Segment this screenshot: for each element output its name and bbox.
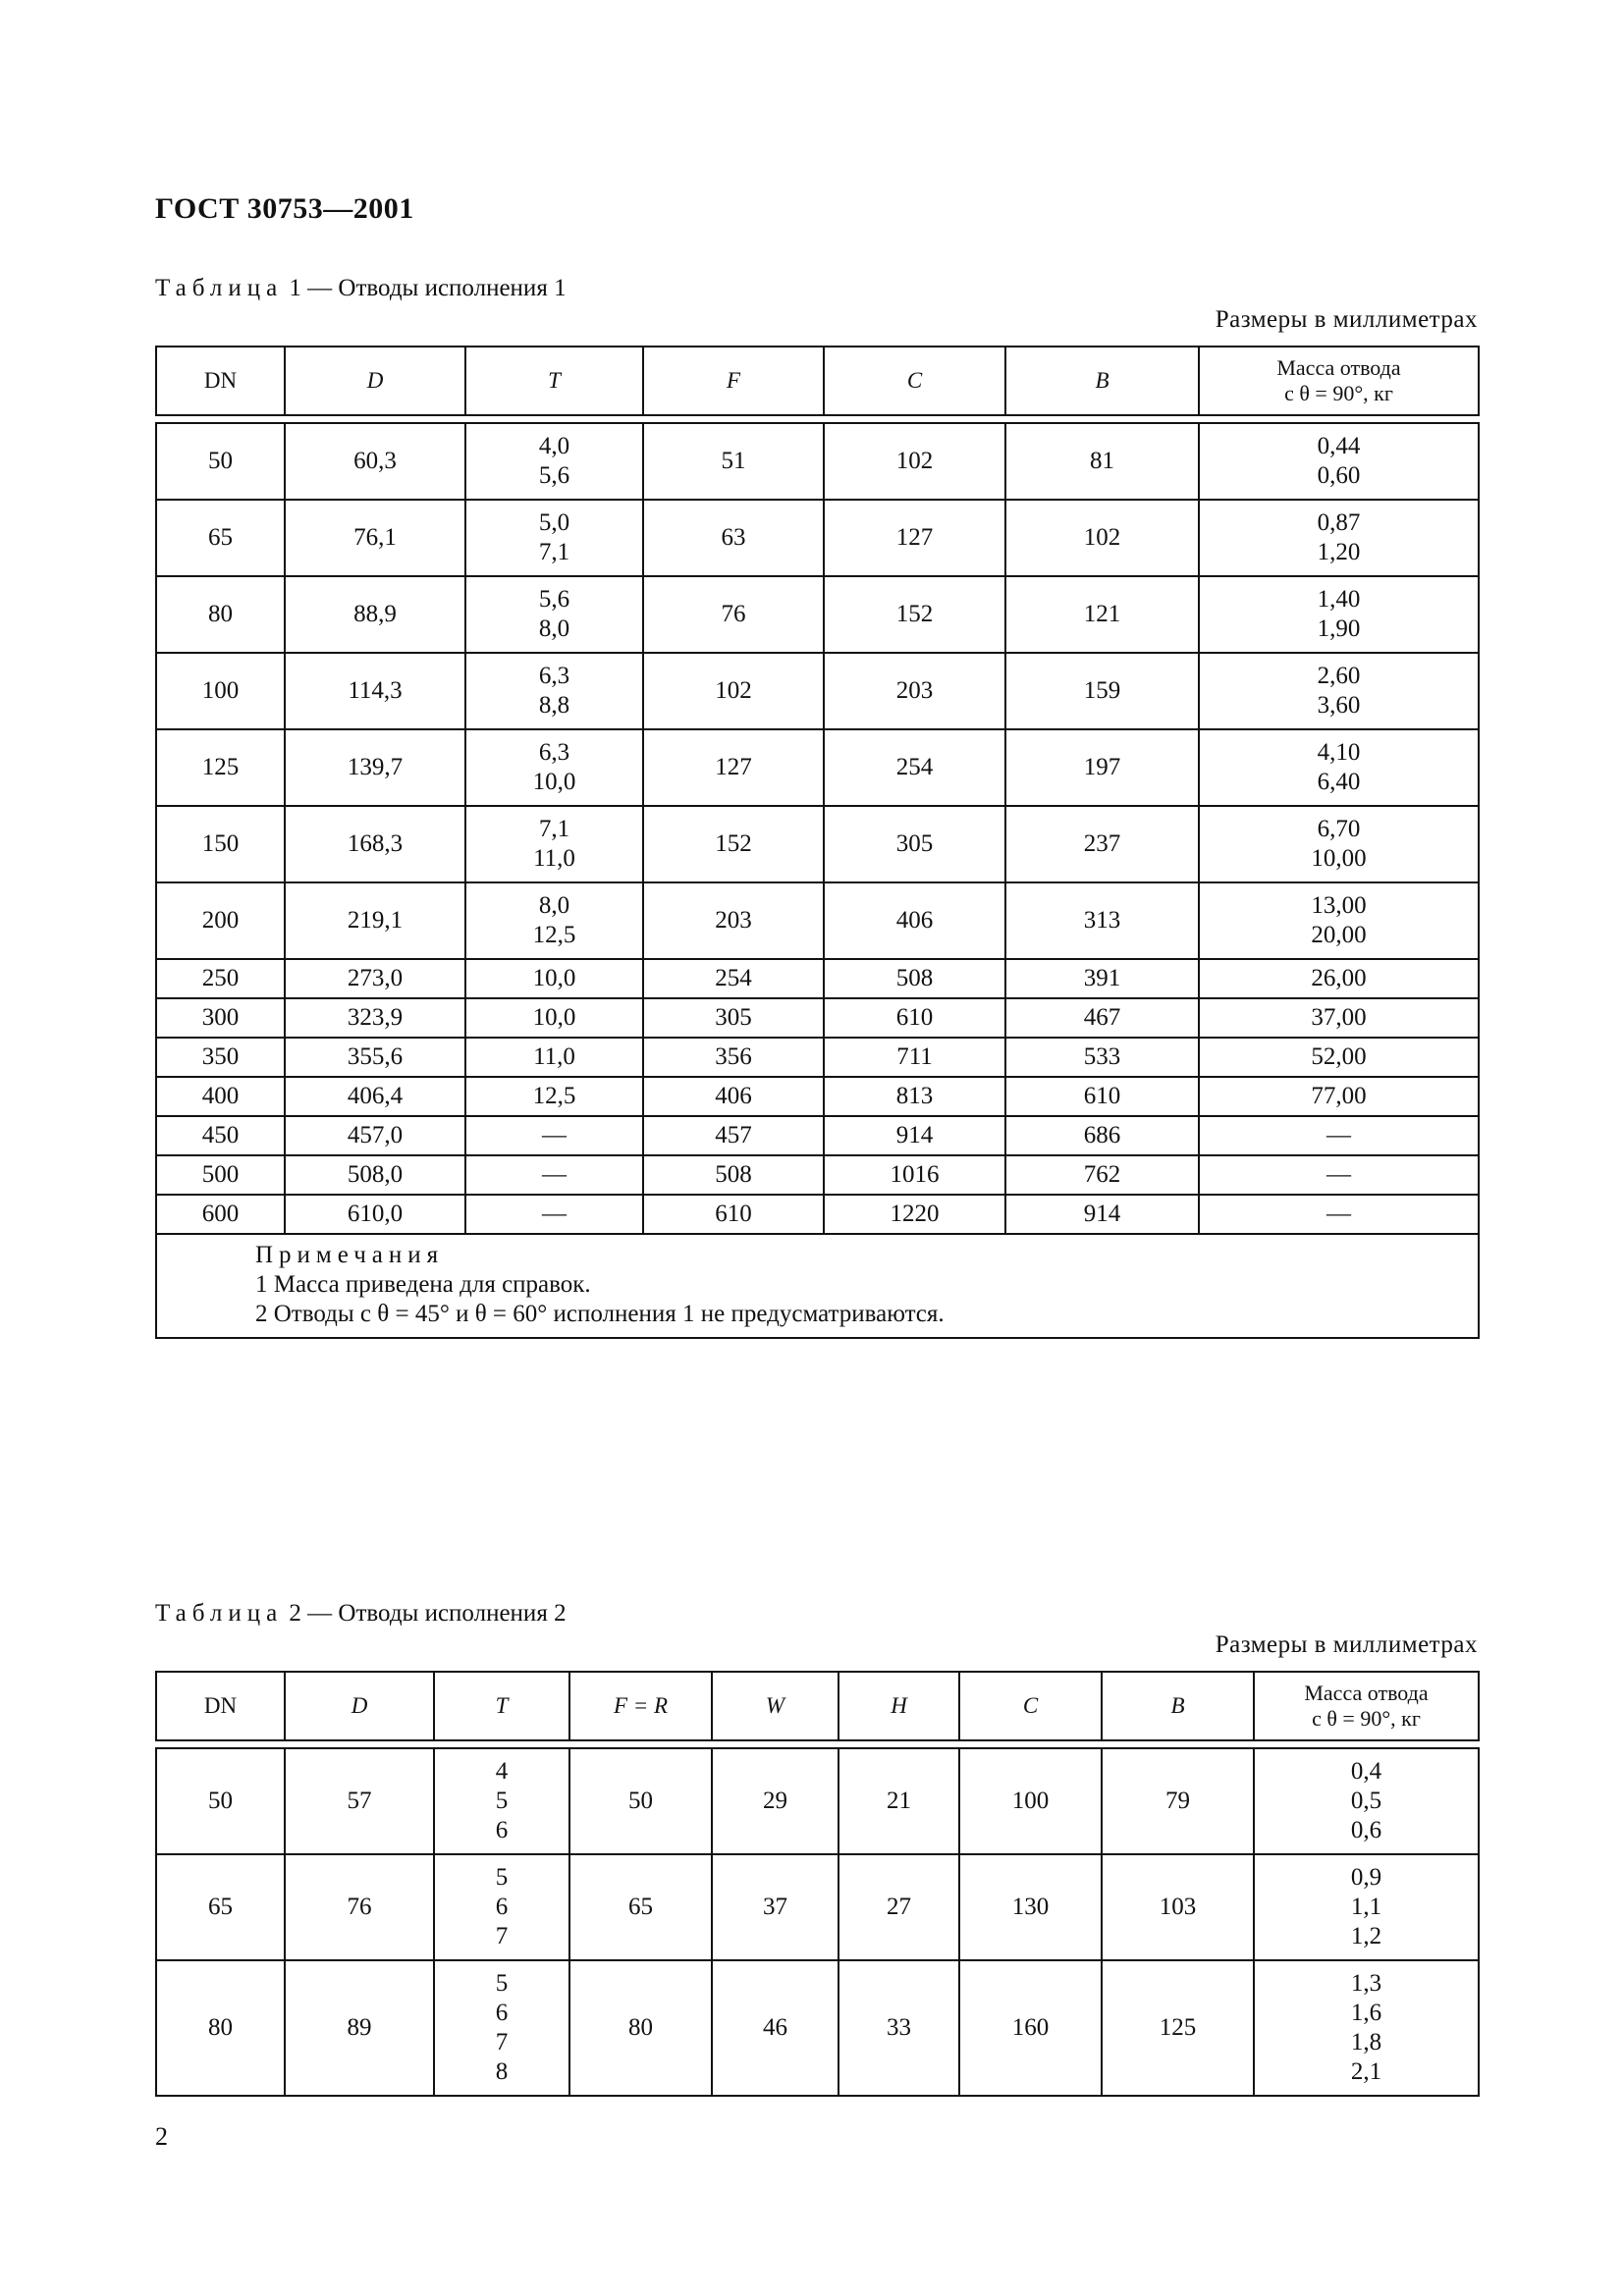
table1-cell-t-line: — [542, 1161, 567, 1188]
table2-cell-t-line: 5 [495, 1864, 509, 1891]
table2-cell-c: 100 [959, 1748, 1102, 1854]
table2-cell-m-line: 1,6 [1350, 2000, 1382, 2026]
table1-cell-f: 203 [643, 882, 824, 959]
table1-cell-t [465, 806, 643, 882]
table1-header-mass [1199, 347, 1479, 415]
table2-cell-c: 130 [959, 1854, 1102, 1960]
table2-cell-t-line: 6 [495, 1894, 509, 1920]
table1-header-dn: DN [156, 347, 285, 415]
table1-cell-c: 610 [824, 998, 1005, 1038]
table1-cell-m-line: 1,20 [1317, 539, 1361, 565]
table1-header-f: F [643, 347, 824, 415]
table1-row [156, 500, 1479, 576]
table2-cell-w: 29 [712, 1748, 839, 1854]
table1-cell-d: 508,0 [285, 1155, 465, 1195]
table2-header-w: W [712, 1672, 839, 1740]
table1-cell-m-line: 4,10 [1317, 739, 1361, 766]
table1-cell-t [465, 653, 643, 729]
table2-cell-h: 33 [839, 1960, 959, 2096]
table1-cell-b: 533 [1005, 1038, 1199, 1077]
table1-cell-t-line: 10,0 [532, 1004, 576, 1031]
table2-cell-m-line: 0,9 [1350, 1864, 1382, 1891]
table2-cell-b: 125 [1102, 1960, 1254, 2096]
table1-cell-t-line: 5,6 [538, 462, 570, 489]
page-number: 2 [155, 2122, 168, 2151]
table1-cell-d: 457,0 [285, 1116, 465, 1155]
table1-header-d: D [285, 347, 465, 415]
table1-cell-dn: 80 [156, 576, 285, 653]
table1-cell-t [465, 1077, 643, 1116]
table1-row [156, 1155, 1479, 1195]
table2-cell-t [434, 1748, 569, 1854]
table1-cell-m [1199, 729, 1479, 806]
table2-cell-t-line: 6 [495, 2000, 509, 2026]
table2-cell-m-line: 1,3 [1350, 1970, 1382, 1997]
table1-row [156, 1116, 1479, 1155]
table1-cell-t-line: 7,1 [538, 539, 570, 565]
table2-header-fr: F = R [569, 1672, 712, 1740]
table1-cell-dn: 150 [156, 806, 285, 882]
table1-header-row [156, 347, 1479, 415]
table1-cell-dn: 100 [156, 653, 285, 729]
table1-cell-t [465, 998, 643, 1038]
table2-row [156, 1748, 1479, 1854]
table1-cell-d: 139,7 [285, 729, 465, 806]
table1-cell-m-line: 1,40 [1317, 586, 1361, 613]
table2-header-c: C [959, 1672, 1102, 1740]
table1-cell-t-line: — [542, 1201, 567, 1227]
table1-cell-t-line: 8,0 [538, 615, 570, 642]
table1-cell-c: 305 [824, 806, 1005, 882]
table2-cell-dn: 65 [156, 1854, 285, 1960]
table2-cell-w: 37 [712, 1854, 839, 1960]
table1-cell-m [1199, 576, 1479, 653]
table1-cell-t-line: 6,3 [538, 663, 570, 689]
table1-cell-c: 127 [824, 500, 1005, 576]
table1-cell-c: 914 [824, 1116, 1005, 1155]
table1-cell-b: 686 [1005, 1116, 1199, 1155]
table1-cell-f: 63 [643, 500, 824, 576]
table1-row [156, 729, 1479, 806]
table1-cell-t-line: 5,6 [538, 586, 570, 613]
document-code: ГОСТ 30753—2001 [155, 192, 414, 225]
table1-cell-dn: 400 [156, 1077, 285, 1116]
table1-cell-dn: 65 [156, 500, 285, 576]
table1-header-c: C [824, 347, 1005, 415]
table1-cell-m [1199, 1038, 1479, 1077]
table2-cell-m-line: 0,5 [1350, 1788, 1382, 1814]
table2-cell-t-line: 5 [495, 1970, 509, 1997]
table1-cell-t [465, 729, 643, 806]
table1-cell-t [465, 1155, 643, 1195]
table1-cell-c: 1220 [824, 1195, 1005, 1234]
table2-cell-d: 76 [285, 1854, 434, 1960]
table2-cell-h: 27 [839, 1854, 959, 1960]
table1-cell-t [465, 576, 643, 653]
table1-cell-dn: 50 [156, 423, 285, 500]
table1-cell-b: 102 [1005, 500, 1199, 576]
table2-cell-m-line: 1,1 [1350, 1894, 1382, 1920]
table1-cell-m [1199, 653, 1479, 729]
table1-cell-f: 152 [643, 806, 824, 882]
table1-cell-t-line: 5,0 [538, 509, 570, 536]
table1-row [156, 1195, 1479, 1234]
table2-cell-t-line: 7 [495, 2029, 509, 2056]
table2-cell-m-line: 1,2 [1350, 1923, 1382, 1949]
table1-cell-m-line: 1,90 [1317, 615, 1361, 642]
table1-notes [156, 1234, 1479, 1338]
table2-cell-d: 57 [285, 1748, 434, 1854]
table1-cell-d: 610,0 [285, 1195, 465, 1234]
table1-cell-f: 102 [643, 653, 824, 729]
table1-cell-c: 1016 [824, 1155, 1005, 1195]
table1-cell-d: 76,1 [285, 500, 465, 576]
table1-cell-dn: 500 [156, 1155, 285, 1195]
table2-cell-fr: 65 [569, 1854, 712, 1960]
table2-caption-text: 2 — Отводы исполнения 2 [283, 1600, 567, 1627]
table1-notes-title: Примечания [255, 1242, 445, 1268]
table1-cell-c: 406 [824, 882, 1005, 959]
table1-cell-f: 610 [643, 1195, 824, 1234]
table2-cell-m [1254, 1748, 1479, 1854]
table1-cell-m [1199, 959, 1479, 998]
table1-cell-m-line: 13,00 [1311, 892, 1367, 919]
table1-cell-m-line: 6,70 [1317, 816, 1361, 842]
table1-cell-b: 197 [1005, 729, 1199, 806]
table2-cell-fr: 50 [569, 1748, 712, 1854]
table1-cell-m-line: 37,00 [1311, 1004, 1367, 1031]
table1-cell-m-line: 0,60 [1317, 462, 1361, 489]
table1-cell-m-line: 3,60 [1317, 692, 1361, 719]
table2-cell-t-line: 4 [495, 1758, 509, 1785]
table1-cell-m-line: 52,00 [1311, 1043, 1367, 1070]
table1-cell-m [1199, 806, 1479, 882]
table1-cell-m-line: — [1326, 1122, 1351, 1148]
table2-header-t: T [434, 1672, 569, 1740]
table2-cell-w: 46 [712, 1960, 839, 2096]
table1-cell-dn: 350 [156, 1038, 285, 1077]
table1-cell-d: 355,6 [285, 1038, 465, 1077]
table2-cell-dn: 80 [156, 1960, 285, 2096]
table2-units: Размеры в миллиметрах [1215, 1631, 1478, 1658]
table1-cell-dn: 250 [156, 959, 285, 998]
table2-cell-t-line: 5 [495, 1788, 509, 1814]
table1-cell-t [465, 959, 643, 998]
table1-cell-f: 356 [643, 1038, 824, 1077]
table1-cell-c: 152 [824, 576, 1005, 653]
table1-cell-c: 508 [824, 959, 1005, 998]
table1-cell-m-line: 0,87 [1317, 509, 1361, 536]
table1-row [156, 1077, 1479, 1116]
table1-cell-m [1199, 1077, 1479, 1116]
table2-cell-b: 79 [1102, 1748, 1254, 1854]
table1-cell-t-line: 10,0 [532, 769, 576, 795]
table2-cell-dn: 50 [156, 1748, 285, 1854]
table1-row [156, 806, 1479, 882]
table2-header-b: B [1102, 1672, 1254, 1740]
table1-cell-b: 467 [1005, 998, 1199, 1038]
table2-cell-t [434, 1854, 569, 1960]
table1-cell-t-line: 8,8 [538, 692, 570, 719]
table1-header-mass-line1: Масса отвода [1276, 355, 1401, 380]
table2-cell-m-line: 0,6 [1350, 1817, 1382, 1843]
table2-header-row [156, 1672, 1479, 1740]
table1-header-t: T [465, 347, 643, 415]
table1-cell-d: 168,3 [285, 806, 465, 882]
table1-cell-m [1199, 1155, 1479, 1195]
table1-cell-t-line: 4,0 [538, 433, 570, 459]
table1-cell-t-line: 11,0 [533, 1043, 575, 1070]
table1-cell-m-line: — [1326, 1161, 1351, 1188]
table1-cell-m [1199, 423, 1479, 500]
table1-cell-m-line: 26,00 [1311, 965, 1367, 991]
table2-cell-t-line: 8 [495, 2058, 509, 2085]
table1-cell-b: 237 [1005, 806, 1199, 882]
table1-cell-m-line: 10,00 [1311, 845, 1367, 872]
table1-cell-t [465, 1195, 643, 1234]
table1-cell-b: 762 [1005, 1155, 1199, 1195]
table2-cell-m [1254, 1960, 1479, 2096]
table1-cell-c: 203 [824, 653, 1005, 729]
table1-cell-b: 313 [1005, 882, 1199, 959]
table1-cell-c: 102 [824, 423, 1005, 500]
table1-caption-text: 1 — Отводы исполнения 1 [283, 275, 567, 301]
table1-caption [155, 275, 567, 302]
table2-cell-t-line: 7 [495, 1923, 509, 1949]
table1 [155, 346, 1480, 1339]
table1-row [156, 576, 1479, 653]
table2-cell-t-line: 6 [495, 1817, 509, 1843]
table1-cell-m-line: 6,40 [1317, 769, 1361, 795]
table1-cell-t-line: 12,5 [532, 922, 576, 948]
table2-cell-b: 103 [1102, 1854, 1254, 1960]
table2-cell-m-line: 0,4 [1350, 1758, 1382, 1785]
table1-cell-t-line: 8,0 [538, 892, 570, 919]
table1-cell-d: 219,1 [285, 882, 465, 959]
table1-caption-word: Таблица [155, 275, 284, 301]
table2-row [156, 1960, 1479, 2096]
table1-cell-m [1199, 1195, 1479, 1234]
table2-cell-m [1254, 1854, 1479, 1960]
table1-cell-dn: 200 [156, 882, 285, 959]
table2-caption-word: Таблица [155, 1600, 284, 1627]
table1-cell-t-line: 12,5 [532, 1083, 576, 1109]
table1-cell-t [465, 423, 643, 500]
table1-cell-f: 127 [643, 729, 824, 806]
table2-header-d: D [285, 1672, 434, 1740]
table1-cell-t-line: 7,1 [538, 816, 570, 842]
table2-header-mass-line2: с θ = 90°, кг [1312, 1706, 1421, 1731]
table1-cell-b: 610 [1005, 1077, 1199, 1116]
table2-header-mass [1254, 1672, 1479, 1740]
table1-cell-d: 88,9 [285, 576, 465, 653]
table2-cell-fr: 80 [569, 1960, 712, 2096]
table1-cell-d: 323,9 [285, 998, 465, 1038]
table1-cell-b: 121 [1005, 576, 1199, 653]
table1-note-2: 2 Отводы с θ = 45° и θ = 60° исполнения 1 не предусматриваются. [255, 1301, 945, 1327]
table1-cell-m-line: 20,00 [1311, 922, 1367, 948]
table1-cell-m [1199, 500, 1479, 576]
table1-cell-f: 254 [643, 959, 824, 998]
table1-cell-f: 508 [643, 1155, 824, 1195]
table1-cell-d: 60,3 [285, 423, 465, 500]
table2 [155, 1671, 1480, 2097]
table1-cell-t-line: — [542, 1122, 567, 1148]
table1-cell-m [1199, 882, 1479, 959]
table1-row [156, 1038, 1479, 1077]
table1-row [156, 882, 1479, 959]
table1-cell-m [1199, 998, 1479, 1038]
table2-cell-h: 21 [839, 1748, 959, 1854]
table1-cell-m-line: 0,44 [1317, 433, 1361, 459]
table1-cell-t [465, 1116, 643, 1155]
table1-cell-f: 406 [643, 1077, 824, 1116]
table2-caption [155, 1600, 567, 1628]
table1-row [156, 423, 1479, 500]
table2-cell-t [434, 1960, 569, 2096]
table1-cell-dn: 450 [156, 1116, 285, 1155]
table2-cell-d: 89 [285, 1960, 434, 2096]
table1-cell-m [1199, 1116, 1479, 1155]
table1-cell-t [465, 882, 643, 959]
table1-cell-c: 711 [824, 1038, 1005, 1077]
table1-cell-d: 406,4 [285, 1077, 465, 1116]
table1-cell-b: 914 [1005, 1195, 1199, 1234]
table1-cell-dn: 600 [156, 1195, 285, 1234]
table1-cell-f: 305 [643, 998, 824, 1038]
table1-cell-b: 391 [1005, 959, 1199, 998]
table1-cell-f: 51 [643, 423, 824, 500]
table1-note-1: 1 Масса приведена для справок. [255, 1271, 591, 1298]
table1-cell-m-line: — [1326, 1201, 1351, 1227]
table1-cell-t [465, 500, 643, 576]
table1-cell-b: 159 [1005, 653, 1199, 729]
table1-cell-c: 813 [824, 1077, 1005, 1116]
table2-header-dn: DN [156, 1672, 285, 1740]
table2-cell-c: 160 [959, 1960, 1102, 2096]
table1-units: Размеры в миллиметрах [1215, 306, 1478, 333]
table1-header-mass-line2: с θ = 90°, кг [1284, 381, 1393, 405]
table1-cell-c: 254 [824, 729, 1005, 806]
table1-row [156, 998, 1479, 1038]
table1-row [156, 959, 1479, 998]
table2-cell-m-line: 1,8 [1350, 2029, 1382, 2056]
table1-cell-t-line: 6,3 [538, 739, 570, 766]
table1-cell-dn: 300 [156, 998, 285, 1038]
table1-cell-d: 273,0 [285, 959, 465, 998]
table1-cell-t [465, 1038, 643, 1077]
table1-cell-t-line: 11,0 [533, 845, 575, 872]
table1-cell-m-line: 77,00 [1311, 1083, 1367, 1109]
table1-cell-f: 457 [643, 1116, 824, 1155]
table1-cell-d: 114,3 [285, 653, 465, 729]
table1-header-b: B [1005, 347, 1199, 415]
table1-cell-f: 76 [643, 576, 824, 653]
table2-header-h: H [839, 1672, 959, 1740]
table1-cell-dn: 125 [156, 729, 285, 806]
table1-row [156, 653, 1479, 729]
table1-cell-m-line: 2,60 [1317, 663, 1361, 689]
table1-cell-b: 81 [1005, 423, 1199, 500]
table2-cell-m-line: 2,1 [1350, 2058, 1382, 2085]
table2-header-mass-line1: Масса отвода [1304, 1681, 1429, 1705]
table2-row [156, 1854, 1479, 1960]
table1-cell-t-line: 10,0 [532, 965, 576, 991]
